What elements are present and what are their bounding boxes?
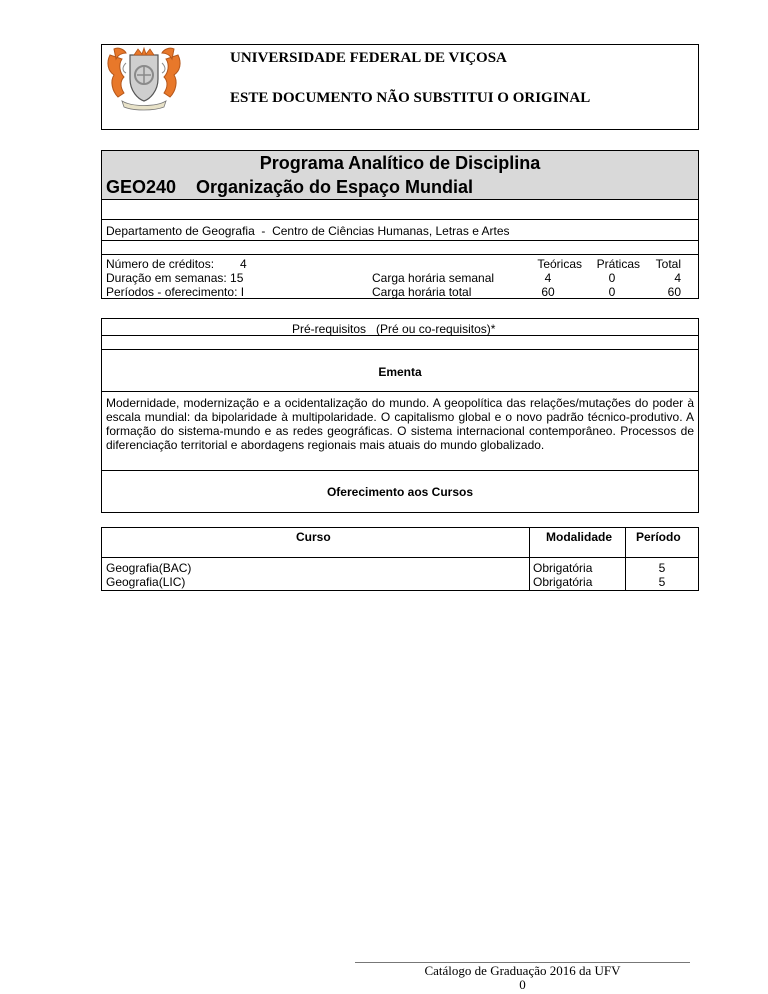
offer-heading: Oferecimento aos Cursos [326, 485, 474, 499]
course-name: Organização do Espaço Mundial [196, 177, 474, 197]
divider [101, 391, 699, 392]
table-left-border [101, 527, 102, 590]
weekly-load-label: Carga horária semanal [372, 271, 495, 285]
weekly-total-value: 4 [674, 271, 681, 285]
course-code: GEO240 [106, 177, 177, 197]
table-row-course: Geografia(LIC) [106, 575, 186, 589]
periods-label: Períodos - oferecimento: I [106, 285, 245, 299]
col-theory-header: Teóricas [537, 257, 582, 271]
divider [101, 254, 699, 255]
divider [101, 240, 699, 241]
total-practice-value: 0 [608, 285, 616, 299]
credits-label: Número de créditos: [106, 257, 215, 271]
divider [101, 199, 699, 200]
table-row-period: 5 [658, 575, 666, 589]
footer-catalog: Catálogo de Graduação 2016 da UFV [424, 963, 621, 978]
divider [101, 219, 699, 220]
col-practice-header: Práticas [596, 257, 640, 271]
department-line: Departamento de Geografia - Centro de Ciências Humanas, Letras e Artes [106, 224, 510, 238]
ementa-text: Modernidade, modernização e a ocidentalização do mundo. A geopolítica das relações/mutações do poder à escala mundial: da bipolaridade à multipolaridade. O capitalismo global e o novo padrão técnico-produtivo. A formação do sistema-mundo e as redes geográficas. O sistema internacional contemporâneo. Processos de diferenciação territorial e abordagens regionais mais atuais do mundo globalizado. [106, 396, 694, 452]
table-row-mode: Obrigatória [533, 561, 593, 575]
table-col-divider [529, 527, 530, 590]
col-period-header: Período [636, 530, 681, 544]
table-row-period: 5 [658, 561, 666, 575]
university-name: UNIVERSIDADE FEDERAL DE VIÇOSA [230, 50, 507, 66]
ementa-heading: Ementa [378, 365, 422, 379]
footer-page-number: 0 [519, 977, 526, 992]
col-mode-header: Modalidade [546, 530, 613, 544]
credits-value: 4 [240, 257, 247, 271]
divider [101, 349, 699, 350]
table-top-border [101, 527, 699, 528]
prerequisites-label: Pré-requisitos (Pré ou co-requisitos)* [292, 322, 496, 336]
table-row-course: Geografia(BAC) [106, 561, 192, 575]
table-bottom-border [101, 590, 699, 591]
weekly-practice-value: 0 [608, 271, 616, 285]
table-header-border [101, 557, 699, 558]
weekly-theory-value: 4 [544, 271, 552, 285]
col-total-header: Total [655, 257, 681, 271]
page-title: Programa Analítico de Disciplina [259, 153, 541, 173]
table-row-mode: Obrigatória [533, 575, 593, 589]
total-total-value: 60 [667, 285, 681, 299]
total-load-label: Carga horária total [372, 285, 472, 299]
document-notice: ESTE DOCUMENTO NÃO SUBSTITUI O ORIGINAL [230, 90, 591, 106]
col-course-header: Curso [296, 530, 331, 544]
total-theory-value: 60 [541, 285, 555, 299]
divider [101, 470, 699, 471]
table-right-border [698, 527, 699, 590]
university-crest-logo [104, 45, 184, 111]
divider [101, 335, 699, 336]
weeks-label: Duração em semanas: 15 [106, 271, 244, 285]
